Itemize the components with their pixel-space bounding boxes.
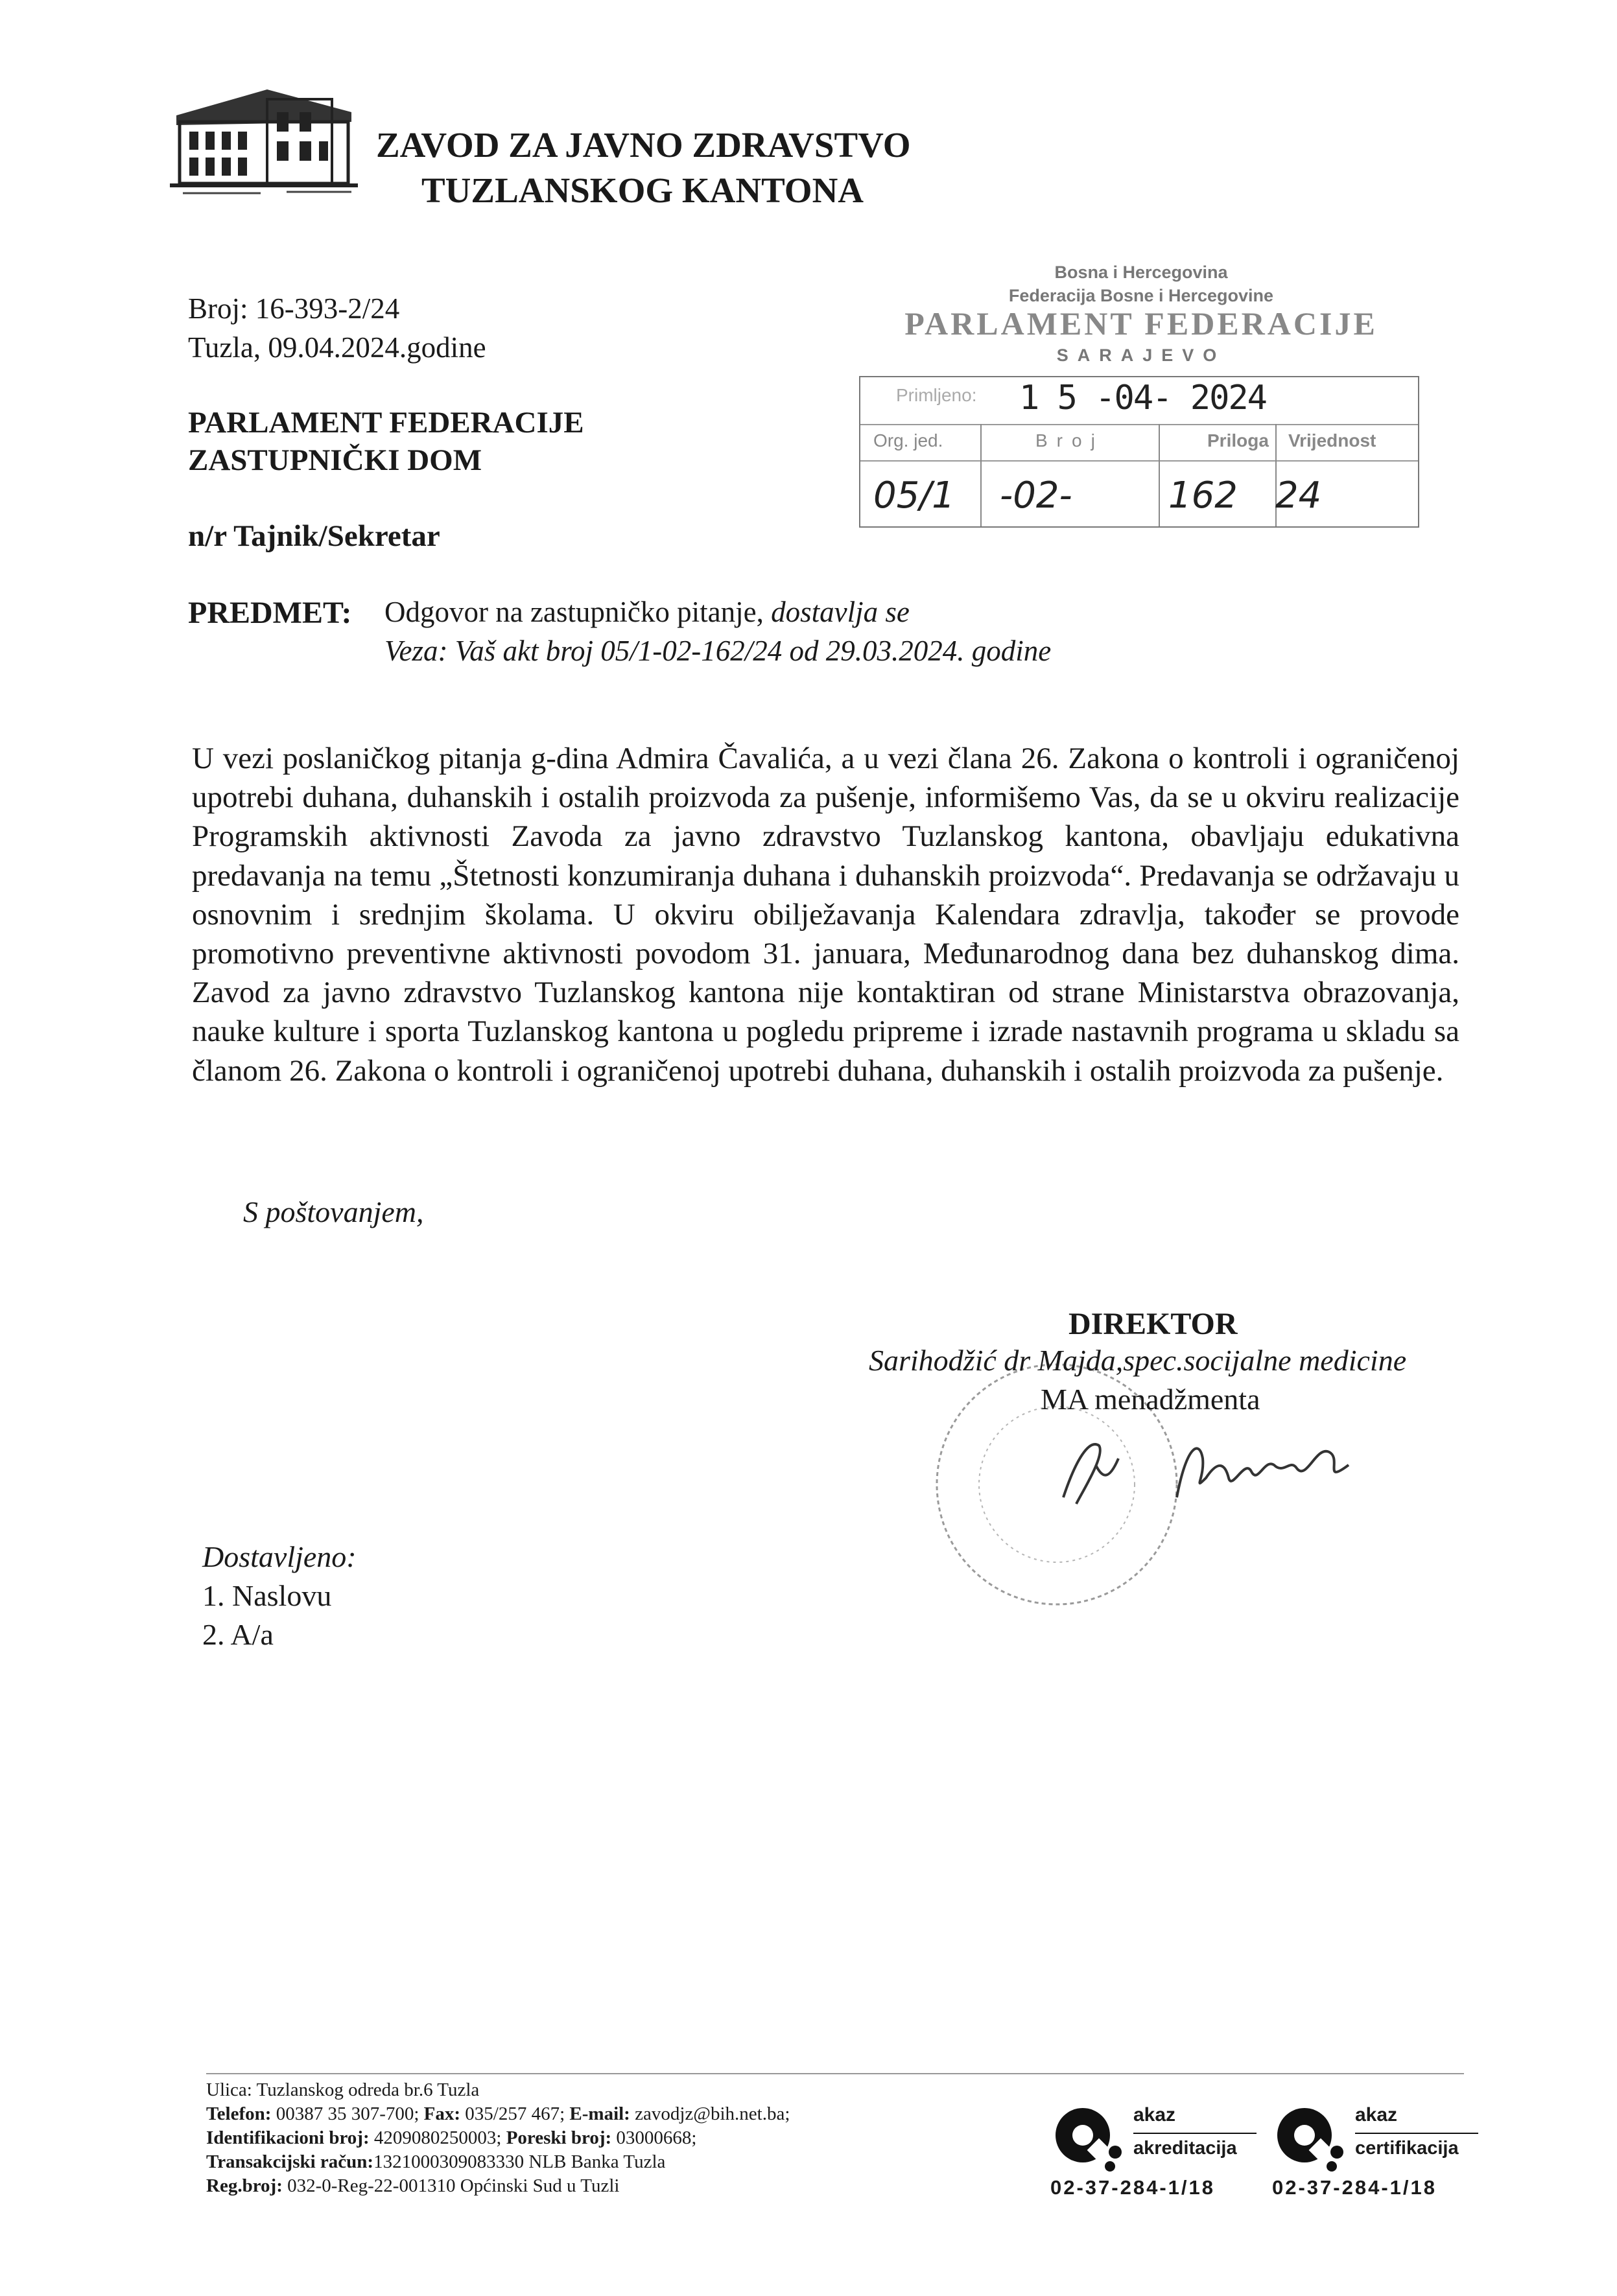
organization-canton: TUZLANSKOG KANTONA [421,170,864,210]
institute-building-logo [170,76,358,200]
akaz-accreditation-badge [1050,2102,1258,2205]
footer-address-line [206,2078,790,2102]
distribution-item: 2. A/a [202,1618,274,1651]
stamp-value-year: 24 [1275,474,1322,517]
footer-id-label: Identifikacioni broj: [206,2127,370,2148]
cert-code: 02-37-284-1/18 [1272,2176,1437,2199]
stamp-value-org: 05/1 [873,474,955,517]
subject-main: Odgovor na zastupničko pitanje, [384,596,772,628]
footer-divider [206,2073,1464,2074]
recipient-chamber: ZASTUPNIČKI DOM [188,443,482,477]
footer-tax: 03000668; [611,2127,697,2148]
akaz-certification-badge [1272,2102,1480,2205]
footer-phone: 00387 35 307-700; [271,2103,424,2124]
stamp-header-value: Vrijednost [1288,430,1376,451]
footer-account-line [206,2150,790,2174]
stamp-parliament: PARLAMENT FEDERACIJE [904,305,1378,342]
footer-id-line [206,2126,790,2150]
received-stamp [859,263,1423,535]
distribution-item: 1. Naslovu [202,1579,332,1612]
stamp-header-number: Broj [1035,430,1104,451]
document-date: Tuzla, 09.04.2024.godine [188,331,486,364]
footer-tax-label: Poreski broj: [506,2127,612,2148]
subject-label: PREDMET: [188,596,352,630]
signatory-title: DIREKTOR [1068,1307,1238,1341]
stamp-registry-table [859,376,1419,528]
stamp-received-label: Primljeno: [896,385,977,405]
stamp-header-org: Org. jed. [873,430,943,451]
footer-reg: 032-0-Reg-22-001310 Općinski Sud u Tuzli [282,2175,620,2196]
footer-address-label: Ulica: [206,2079,252,2100]
footer-id: 4209080250003; [369,2127,506,2148]
footer-reg-label: Reg.broj: [206,2175,283,2196]
handwritten-signature [1037,1420,1400,1517]
cert-code: 02-37-284-1/18 [1050,2176,1215,2199]
subject-delivery-note: dostavlja se [771,596,910,628]
footer-email: zavodjz@bih.net.ba; [630,2103,790,2124]
footer-contact [206,2078,790,2198]
subject-text [384,595,910,629]
letter-body: U vezi poslaničkog pitanja g-dina Admira Čavalića, a u vezi člana 26. Zakona o kontroli i ograničenoj upotrebi duhana, duhanskih i ostalih proizvoda za pušenje, informišemo Vas, da se u okviru realizacije Programskih aktivnosti Zavoda za javno zdravstvo Tuzlanskog kantona, obavljaju edukativna predavanja na temu „Štetnosti konzumiranja duhana i duhanskih proizvoda“. Predavanja se održavaju u osnovnim i srednjim školama. U okviru obilježavanja Kalendara zdravlja, također se provode promotivno preventivne aktivnosti povodom 31. januara, Međunarodnog dana bez duhanskog dima. Zavod za javno zdravstvo Tuzlanskog kantona nije kontaktiran od strane Ministarstva obrazovanja, nauke kulture i sporta Tuzlanskog kantona u pogledu pripreme i izrade nastavnih programa u skladu sa članom 26. Zakona o kontroli i ograničenoj upotrebi duhana, duhanskih i ostalih proizvoda za pušenje. [192,742,1459,1088]
closing-salutation: S poštovanjem, [243,1195,424,1228]
footer-account-label: Transakcijski račun: [206,2151,374,2172]
cert-brand: akaz [1355,2104,1398,2126]
signatory-name: Sarihodžić dr Majda,spec.socijalne medicine [869,1344,1407,1377]
stamp-received-date: 1 5 -04- 2024 [1019,379,1266,417]
stamp-header-attachments: Priloga [1207,430,1269,451]
subject-reference: Veza: Vaš akt broj 05/1-02-162/24 od 29.03.2024. godine [384,635,1052,667]
stamp-federation: Federacija Bosne i Hercegovine [1008,286,1274,305]
cert-type: certifikacija [1355,2138,1459,2159]
stamp-city: SARAJEVO [1056,346,1226,365]
distribution-title: Dostavljeno: [202,1540,357,1573]
footer-fax: 035/257 467; [460,2103,570,2124]
footer-email-label: E-mail: [569,2103,630,2124]
signatory-degree: MA menadžmenta [1041,1383,1260,1416]
cert-type: akreditacija [1133,2138,1237,2159]
akaz-q-logo-icon [1272,2102,1350,2174]
footer-address: Tuzlanskog odreda br.6 Tuzla [252,2079,480,2100]
akaz-q-logo-icon [1050,2102,1128,2174]
footer-phone-line [206,2102,790,2126]
footer-account: 1321000309083330 NLB Banka Tuzla [373,2151,666,2172]
stamp-value-number: -02- [1000,474,1072,517]
document-number: Broj: 16-393-2/24 [188,292,400,325]
stamp-country: Bosna i Hercegovina [1054,263,1228,282]
footer-reg-line [206,2174,790,2198]
organization-name: ZAVOD ZA JAVNO ZDRAVSTVO [376,125,911,165]
recipient-attention: n/r Tajnik/Sekretar [188,519,440,553]
footer-phone-label: Telefon: [206,2103,272,2124]
recipient-name: PARLAMENT FEDERACIJE [188,406,584,439]
cert-brand: akaz [1133,2104,1176,2126]
footer-fax-label: Fax: [423,2103,461,2124]
stamp-value-attachments: 162 [1168,474,1238,517]
